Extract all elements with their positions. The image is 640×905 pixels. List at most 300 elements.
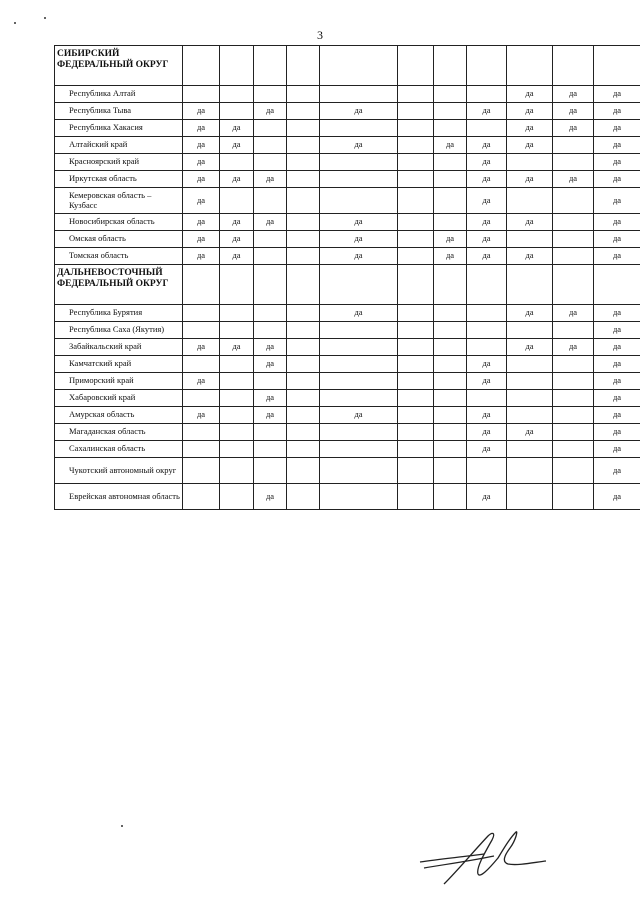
- cell-col-11: да: [594, 356, 640, 373]
- cell-col-6: [398, 86, 434, 103]
- cell-col-9: [507, 484, 553, 510]
- cell-col-5: да: [320, 137, 398, 154]
- cell-col-3: да: [254, 484, 287, 510]
- cell-col-7: да: [434, 137, 467, 154]
- signature-image: [418, 826, 568, 888]
- cell-col-5: [320, 484, 398, 510]
- cell-col-8: [467, 322, 507, 339]
- table-row: [55, 407, 640, 424]
- cell-col-5: [320, 188, 398, 214]
- cell-col-3: [254, 305, 287, 322]
- cell-col-8: да: [467, 424, 507, 441]
- cell-col-7: [434, 154, 467, 171]
- cell-col-10: [553, 484, 594, 510]
- cell-col-8: [467, 46, 507, 86]
- cell-col-5: [320, 322, 398, 339]
- cell-col-11: да: [594, 373, 640, 390]
- region-name: Республика Саха (Якутия): [55, 322, 183, 339]
- cell-col-8: да: [467, 214, 507, 231]
- cell-col-10: да: [553, 171, 594, 188]
- cell-col-8: да: [467, 154, 507, 171]
- region-name: Новосибирская область: [55, 214, 183, 231]
- cell-col-9: [507, 356, 553, 373]
- cell-col-2: да: [220, 171, 254, 188]
- cell-col-7: [434, 188, 467, 214]
- cell-col-3: да: [254, 407, 287, 424]
- cell-col-2: [220, 441, 254, 458]
- cell-col-5: [320, 424, 398, 441]
- cell-col-1: [183, 86, 220, 103]
- cell-col-3: [254, 46, 287, 86]
- cell-col-7: [434, 339, 467, 356]
- cell-col-5: [320, 441, 398, 458]
- cell-col-6: [398, 188, 434, 214]
- cell-col-4: [287, 248, 320, 265]
- cell-col-2: да: [220, 137, 254, 154]
- cell-col-1: [183, 484, 220, 510]
- cell-col-6: [398, 171, 434, 188]
- scan-speck: [121, 825, 123, 827]
- cell-col-6: [398, 248, 434, 265]
- cell-col-11: да: [594, 171, 640, 188]
- cell-col-7: [434, 214, 467, 231]
- cell-col-8: да: [467, 188, 507, 214]
- cell-col-4: [287, 322, 320, 339]
- cell-col-7: [434, 441, 467, 458]
- cell-col-2: [220, 424, 254, 441]
- cell-col-2: да: [220, 339, 254, 356]
- scan-speck: [14, 22, 16, 24]
- cell-col-4: [287, 231, 320, 248]
- cell-col-4: [287, 339, 320, 356]
- cell-col-6: [398, 458, 434, 484]
- cell-col-6: [398, 373, 434, 390]
- cell-col-4: [287, 86, 320, 103]
- cell-col-4: [287, 356, 320, 373]
- cell-col-8: да: [467, 248, 507, 265]
- region-name: Хабаровский край: [55, 390, 183, 407]
- cell-col-4: [287, 188, 320, 214]
- table-row: [55, 137, 640, 154]
- cell-col-5: [320, 154, 398, 171]
- cell-col-10: [553, 407, 594, 424]
- cell-col-7: [434, 103, 467, 120]
- cell-col-1: да: [183, 171, 220, 188]
- cell-col-1: [183, 265, 220, 305]
- region-name: Сахалинская область: [55, 441, 183, 458]
- region-name: Республика Хакасия: [55, 120, 183, 137]
- cell-col-4: [287, 407, 320, 424]
- cell-col-9: [507, 154, 553, 171]
- cell-col-2: да: [220, 231, 254, 248]
- cell-col-4: [287, 214, 320, 231]
- cell-col-11: да: [594, 458, 640, 484]
- table-row: [55, 188, 640, 214]
- section-header-row: [55, 265, 640, 305]
- cell-col-1: да: [183, 339, 220, 356]
- cell-col-10: [553, 154, 594, 171]
- page-number: 3: [317, 28, 323, 42]
- cell-col-8: [467, 390, 507, 407]
- cell-col-11: да: [594, 424, 640, 441]
- cell-col-4: [287, 424, 320, 441]
- cell-col-4: [287, 171, 320, 188]
- table-row: [55, 356, 640, 373]
- table-row: [55, 154, 640, 171]
- cell-col-4: [287, 137, 320, 154]
- cell-col-7: да: [434, 231, 467, 248]
- table-row: [55, 103, 640, 120]
- cell-col-3: да: [254, 103, 287, 120]
- cell-col-4: [287, 373, 320, 390]
- cell-col-1: да: [183, 407, 220, 424]
- cell-col-6: [398, 214, 434, 231]
- cell-col-11: да: [594, 154, 640, 171]
- region-name: Чукотский автономный округ: [55, 458, 183, 484]
- region-name: Республика Бурятия: [55, 305, 183, 322]
- cell-col-6: [398, 407, 434, 424]
- cell-col-8: [467, 265, 507, 305]
- cell-col-11: да: [594, 103, 640, 120]
- cell-col-3: [254, 441, 287, 458]
- cell-col-1: [183, 322, 220, 339]
- cell-col-11: да: [594, 214, 640, 231]
- cell-col-9: [507, 188, 553, 214]
- table-row: [55, 248, 640, 265]
- cell-col-10: [553, 424, 594, 441]
- cell-col-7: [434, 390, 467, 407]
- cell-col-8: [467, 305, 507, 322]
- cell-col-6: [398, 424, 434, 441]
- cell-col-7: [434, 322, 467, 339]
- cell-col-9: да: [507, 339, 553, 356]
- cell-col-8: да: [467, 103, 507, 120]
- regions-table: [54, 45, 640, 510]
- cell-col-1: [183, 305, 220, 322]
- cell-col-11: да: [594, 188, 640, 214]
- cell-col-9: [507, 322, 553, 339]
- table-row: [55, 171, 640, 188]
- cell-col-11: да: [594, 248, 640, 265]
- cell-col-3: [254, 265, 287, 305]
- region-name: Забайкальский край: [55, 339, 183, 356]
- cell-col-6: [398, 137, 434, 154]
- table-row: [55, 390, 640, 407]
- table-row: [55, 373, 640, 390]
- cell-col-8: [467, 458, 507, 484]
- table-row: [55, 305, 640, 322]
- region-name: Республика Тыва: [55, 103, 183, 120]
- region-name: Республика Алтай: [55, 86, 183, 103]
- cell-col-1: да: [183, 231, 220, 248]
- cell-col-7: [434, 46, 467, 86]
- cell-col-1: [183, 441, 220, 458]
- cell-col-10: [553, 265, 594, 305]
- cell-col-9: [507, 46, 553, 86]
- region-name: Камчатский край: [55, 356, 183, 373]
- cell-col-3: [254, 137, 287, 154]
- cell-col-10: да: [553, 103, 594, 120]
- cell-col-5: [320, 390, 398, 407]
- cell-col-1: [183, 46, 220, 86]
- cell-col-1: да: [183, 214, 220, 231]
- cell-col-2: [220, 46, 254, 86]
- cell-col-1: [183, 458, 220, 484]
- table-row: [55, 458, 640, 484]
- cell-col-9: [507, 390, 553, 407]
- cell-col-2: [220, 356, 254, 373]
- cell-col-6: [398, 339, 434, 356]
- cell-col-4: [287, 154, 320, 171]
- cell-col-9: [507, 458, 553, 484]
- cell-col-7: [434, 356, 467, 373]
- cell-col-8: да: [467, 356, 507, 373]
- cell-col-8: да: [467, 231, 507, 248]
- cell-col-3: да: [254, 390, 287, 407]
- cell-col-10: [553, 322, 594, 339]
- cell-col-1: да: [183, 103, 220, 120]
- section-header-row: [55, 46, 640, 86]
- cell-col-3: да: [254, 214, 287, 231]
- cell-col-2: [220, 390, 254, 407]
- cell-col-4: [287, 46, 320, 86]
- cell-col-6: [398, 305, 434, 322]
- section-title: СИБИРСКИЙ ФЕДЕРАЛЬНЫЙ ОКРУГ: [55, 46, 183, 86]
- cell-col-11: да: [594, 441, 640, 458]
- cell-col-8: да: [467, 171, 507, 188]
- cell-col-6: [398, 356, 434, 373]
- cell-col-5: да: [320, 214, 398, 231]
- cell-col-4: [287, 441, 320, 458]
- cell-col-5: да: [320, 305, 398, 322]
- cell-col-5: [320, 339, 398, 356]
- cell-col-5: да: [320, 103, 398, 120]
- cell-col-4: [287, 458, 320, 484]
- cell-col-5: да: [320, 407, 398, 424]
- cell-col-5: да: [320, 248, 398, 265]
- cell-col-9: да: [507, 214, 553, 231]
- cell-col-7: [434, 171, 467, 188]
- cell-col-9: [507, 231, 553, 248]
- cell-col-6: [398, 154, 434, 171]
- cell-col-10: [553, 458, 594, 484]
- cell-col-2: [220, 484, 254, 510]
- cell-col-9: [507, 441, 553, 458]
- cell-col-5: [320, 171, 398, 188]
- cell-col-6: [398, 441, 434, 458]
- cell-col-5: [320, 373, 398, 390]
- cell-col-2: да: [220, 120, 254, 137]
- cell-col-7: [434, 458, 467, 484]
- region-name: Омская область: [55, 231, 183, 248]
- cell-col-2: [220, 265, 254, 305]
- cell-col-8: [467, 86, 507, 103]
- cell-col-11: да: [594, 305, 640, 322]
- cell-col-6: [398, 484, 434, 510]
- cell-col-11: да: [594, 339, 640, 356]
- cell-col-6: [398, 265, 434, 305]
- cell-col-3: [254, 458, 287, 484]
- table-row: [55, 322, 640, 339]
- cell-col-10: [553, 46, 594, 86]
- cell-col-9: да: [507, 86, 553, 103]
- table-row: [55, 231, 640, 248]
- cell-col-10: [553, 248, 594, 265]
- cell-col-8: да: [467, 137, 507, 154]
- cell-col-6: [398, 103, 434, 120]
- table-row: [55, 120, 640, 137]
- region-name: Красноярский край: [55, 154, 183, 171]
- cell-col-6: [398, 46, 434, 86]
- cell-col-3: да: [254, 339, 287, 356]
- region-name: Алтайский край: [55, 137, 183, 154]
- scan-speck: [44, 17, 46, 19]
- cell-col-5: [320, 86, 398, 103]
- cell-col-7: [434, 424, 467, 441]
- cell-col-9: да: [507, 137, 553, 154]
- cell-col-10: да: [553, 86, 594, 103]
- region-name: Магаданская область: [55, 424, 183, 441]
- cell-col-11: [594, 265, 640, 305]
- cell-col-5: да: [320, 231, 398, 248]
- table-row: [55, 424, 640, 441]
- cell-col-2: [220, 458, 254, 484]
- cell-col-9: [507, 265, 553, 305]
- cell-col-4: [287, 484, 320, 510]
- cell-col-10: да: [553, 120, 594, 137]
- cell-col-11: да: [594, 137, 640, 154]
- cell-col-3: [254, 154, 287, 171]
- cell-col-11: да: [594, 120, 640, 137]
- cell-col-2: [220, 373, 254, 390]
- cell-col-7: [434, 305, 467, 322]
- cell-col-8: [467, 120, 507, 137]
- cell-col-1: да: [183, 154, 220, 171]
- cell-col-8: да: [467, 407, 507, 424]
- cell-col-3: [254, 86, 287, 103]
- region-name: Амурская область: [55, 407, 183, 424]
- cell-col-8: да: [467, 484, 507, 510]
- cell-col-1: [183, 424, 220, 441]
- cell-col-3: [254, 120, 287, 137]
- cell-col-9: да: [507, 248, 553, 265]
- cell-col-4: [287, 390, 320, 407]
- cell-col-1: да: [183, 248, 220, 265]
- cell-col-2: [220, 154, 254, 171]
- table-row: [55, 339, 640, 356]
- section-title: ДАЛЬНЕВОСТОЧНЫЙ ФЕДЕРАЛЬНЫЙ ОКРУГ: [55, 265, 183, 305]
- cell-col-2: да: [220, 248, 254, 265]
- cell-col-10: [553, 441, 594, 458]
- cell-col-8: [467, 339, 507, 356]
- cell-col-3: [254, 424, 287, 441]
- cell-col-9: да: [507, 424, 553, 441]
- cell-col-11: да: [594, 390, 640, 407]
- cell-col-10: [553, 214, 594, 231]
- cell-col-9: да: [507, 305, 553, 322]
- cell-col-9: [507, 407, 553, 424]
- cell-col-9: да: [507, 171, 553, 188]
- table-row: [55, 214, 640, 231]
- cell-col-10: [553, 188, 594, 214]
- cell-col-7: [434, 407, 467, 424]
- cell-col-1: да: [183, 188, 220, 214]
- cell-col-6: [398, 322, 434, 339]
- cell-col-11: да: [594, 484, 640, 510]
- cell-col-3: [254, 322, 287, 339]
- cell-col-5: [320, 458, 398, 484]
- cell-col-7: да: [434, 248, 467, 265]
- cell-col-7: [434, 265, 467, 305]
- cell-col-3: [254, 248, 287, 265]
- cell-col-5: [320, 265, 398, 305]
- cell-col-10: да: [553, 305, 594, 322]
- cell-col-2: [220, 188, 254, 214]
- cell-col-3: [254, 231, 287, 248]
- cell-col-2: [220, 305, 254, 322]
- cell-col-9: [507, 373, 553, 390]
- region-name: Кемеровская область – Кузбасс: [55, 188, 183, 214]
- cell-col-8: да: [467, 441, 507, 458]
- cell-col-4: [287, 120, 320, 137]
- cell-col-1: да: [183, 137, 220, 154]
- cell-col-2: [220, 407, 254, 424]
- cell-col-7: [434, 484, 467, 510]
- cell-col-6: [398, 390, 434, 407]
- cell-col-3: да: [254, 171, 287, 188]
- cell-col-11: [594, 46, 640, 86]
- cell-col-10: [553, 137, 594, 154]
- cell-col-5: [320, 120, 398, 137]
- cell-col-5: [320, 356, 398, 373]
- cell-col-7: [434, 120, 467, 137]
- cell-col-2: [220, 86, 254, 103]
- cell-col-8: да: [467, 373, 507, 390]
- cell-col-2: [220, 322, 254, 339]
- table-row: [55, 441, 640, 458]
- region-name: Еврейская автономная область: [55, 484, 183, 510]
- cell-col-2: да: [220, 214, 254, 231]
- cell-col-11: да: [594, 407, 640, 424]
- cell-col-5: [320, 46, 398, 86]
- cell-col-11: да: [594, 86, 640, 103]
- cell-col-2: [220, 103, 254, 120]
- cell-col-7: [434, 86, 467, 103]
- cell-col-1: да: [183, 373, 220, 390]
- cell-col-4: [287, 103, 320, 120]
- cell-col-7: [434, 373, 467, 390]
- cell-col-10: [553, 390, 594, 407]
- table-row: [55, 484, 640, 510]
- cell-col-6: [398, 120, 434, 137]
- cell-col-10: [553, 231, 594, 248]
- cell-col-1: [183, 356, 220, 373]
- cell-col-3: да: [254, 356, 287, 373]
- table-row: [55, 86, 640, 103]
- cell-col-1: [183, 390, 220, 407]
- cell-col-4: [287, 305, 320, 322]
- cell-col-9: да: [507, 103, 553, 120]
- cell-col-3: [254, 373, 287, 390]
- cell-col-1: да: [183, 120, 220, 137]
- cell-col-11: да: [594, 231, 640, 248]
- cell-col-10: [553, 356, 594, 373]
- cell-col-6: [398, 231, 434, 248]
- cell-col-10: [553, 373, 594, 390]
- cell-col-11: да: [594, 322, 640, 339]
- region-name: Томская область: [55, 248, 183, 265]
- cell-col-3: [254, 188, 287, 214]
